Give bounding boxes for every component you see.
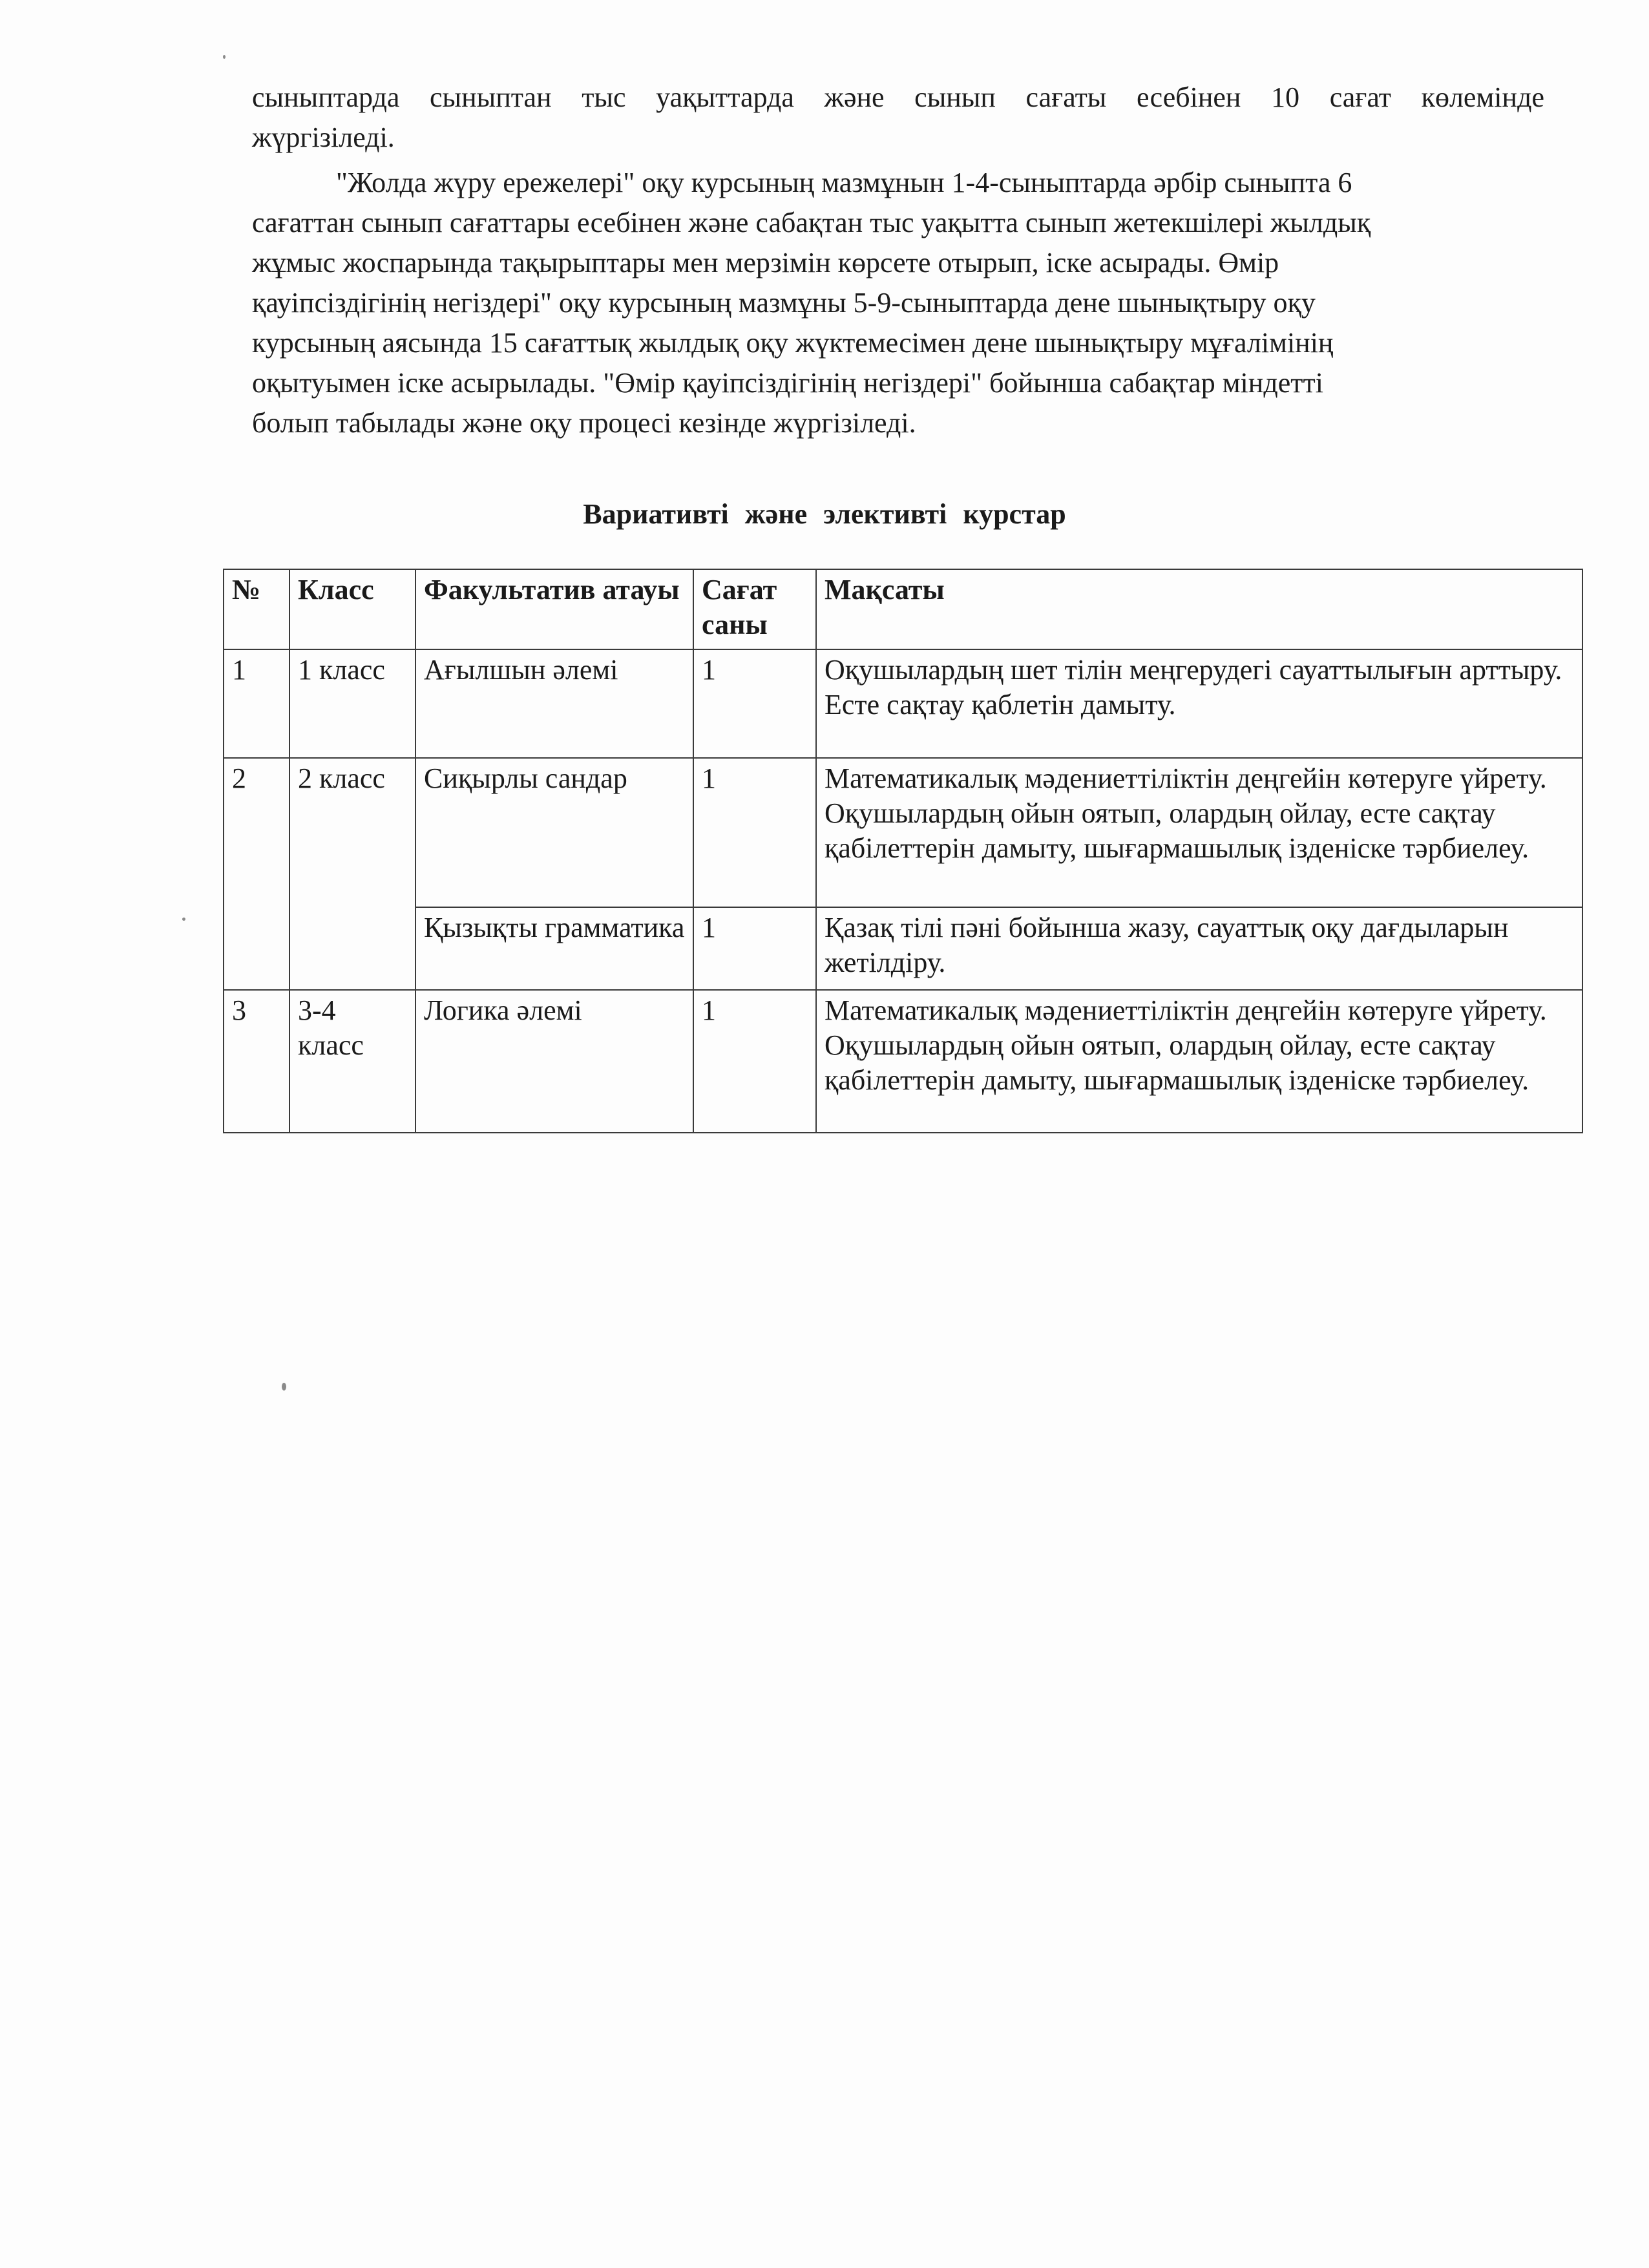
cell-goal: Математикалық мәдениеттіліктін деңгейін көтеруге үйрету. Оқушылардың ойын оятып, олардың ойлау, есте сақтау қабілеттерін дамыту, шығармашылық ізденіске тәрбиелеу. [816, 990, 1582, 1133]
paragraph-line: жүргізіледі. [252, 121, 395, 153]
paragraph-line: "Жолда жүру ережелері" оқу курсының мазмұнын 1-4-сыныптарда әрбір сыныпта 6 [336, 167, 1352, 198]
paragraph-intro-continuation [252, 78, 1544, 158]
table-row [224, 758, 1582, 907]
header-number: № [224, 569, 289, 649]
section-title: Вариативті және элективті курстар [583, 498, 1066, 530]
paragraph-line: курсының аясында 15 сағаттық жылдық оқу жүктемесімен дене шынықтыру мұғалімінің [252, 327, 1334, 359]
cell-class: 3-4 класс [289, 990, 415, 1133]
scan-speck [282, 1383, 286, 1391]
cell-hours: 1 [693, 758, 816, 907]
cell-course-name: Сиқырлы сандар [415, 758, 693, 907]
cell-number: 3 [224, 990, 289, 1133]
cell-hours: 1 [693, 907, 816, 990]
paragraph-traffic-rules [252, 163, 1544, 443]
header-course-name: Факультатив атауы [415, 569, 693, 649]
paragraph-line: қауіпсіздігінің негіздері" оқу курсының мазмұны 5-9-сыныптарда дене шынықтыру оқу [252, 287, 1316, 319]
table-row [224, 907, 1582, 990]
cell-goal: Оқушылардың шет тілін меңгерудегі сауаттылығын арттыру. Есте сақтау қаблетін дамыту. [816, 649, 1582, 758]
header-class: Класс [289, 569, 415, 649]
cell-hours: 1 [693, 990, 816, 1133]
cell-goal: Математикалық мәдениеттіліктін деңгейін көтеруге үйрету. Оқушылардың ойын оятып, олардың ойлау, есте сақтау қабілеттерін дамыту, шығармашылық ізденіске тәрбиелеу. [816, 758, 1582, 907]
cell-course-name: Логика әлемі [415, 990, 693, 1133]
table-header-row [224, 569, 1582, 649]
header-hours: Сағат саны [693, 569, 816, 649]
cell-goal: Қазақ тілі пәні бойынша жазу, сауаттық оқу дағдыларын жетілдіру. [816, 907, 1582, 990]
cell-number: 1 [224, 649, 289, 758]
paragraph-line: жұмыс жоспарында тақырыптары мен мерзімін көрсете отырып, іске асырады. Өмір [252, 247, 1279, 278]
paragraph-line: оқытуымен іске асырылады. "Өмір қауіпсіздігінің негіздері" бойынша сабақтар міндетті [252, 367, 1323, 399]
cell-hours: 1 [693, 649, 816, 758]
table-row [224, 990, 1582, 1133]
cell-class: 1 класс [289, 649, 415, 758]
cell-class: 2 класс [289, 758, 415, 990]
paragraph-line: сыныптарда сыныптан тыс уақыттарда және сынып сағаты есебінен 10 сағат көлемінде [252, 81, 1544, 113]
table-row [224, 649, 1582, 758]
elective-courses-table [223, 569, 1583, 1133]
paragraph-line: сағаттан сынып сағаттары есебінен және сабақтан тыс уақытта сынып жетекшілері жылдық [252, 207, 1371, 238]
cell-course-name: Қызықты грамматика [415, 907, 693, 990]
paragraph-line: болып табылады және оқу процесі кезінде жүргізіледі. [252, 407, 916, 439]
cell-course-name: Ағылшын әлемі [415, 649, 693, 758]
scan-speck [223, 55, 226, 59]
header-goal: Мақсаты [816, 569, 1582, 649]
scan-speck [182, 918, 185, 921]
cell-number: 2 [224, 758, 289, 990]
